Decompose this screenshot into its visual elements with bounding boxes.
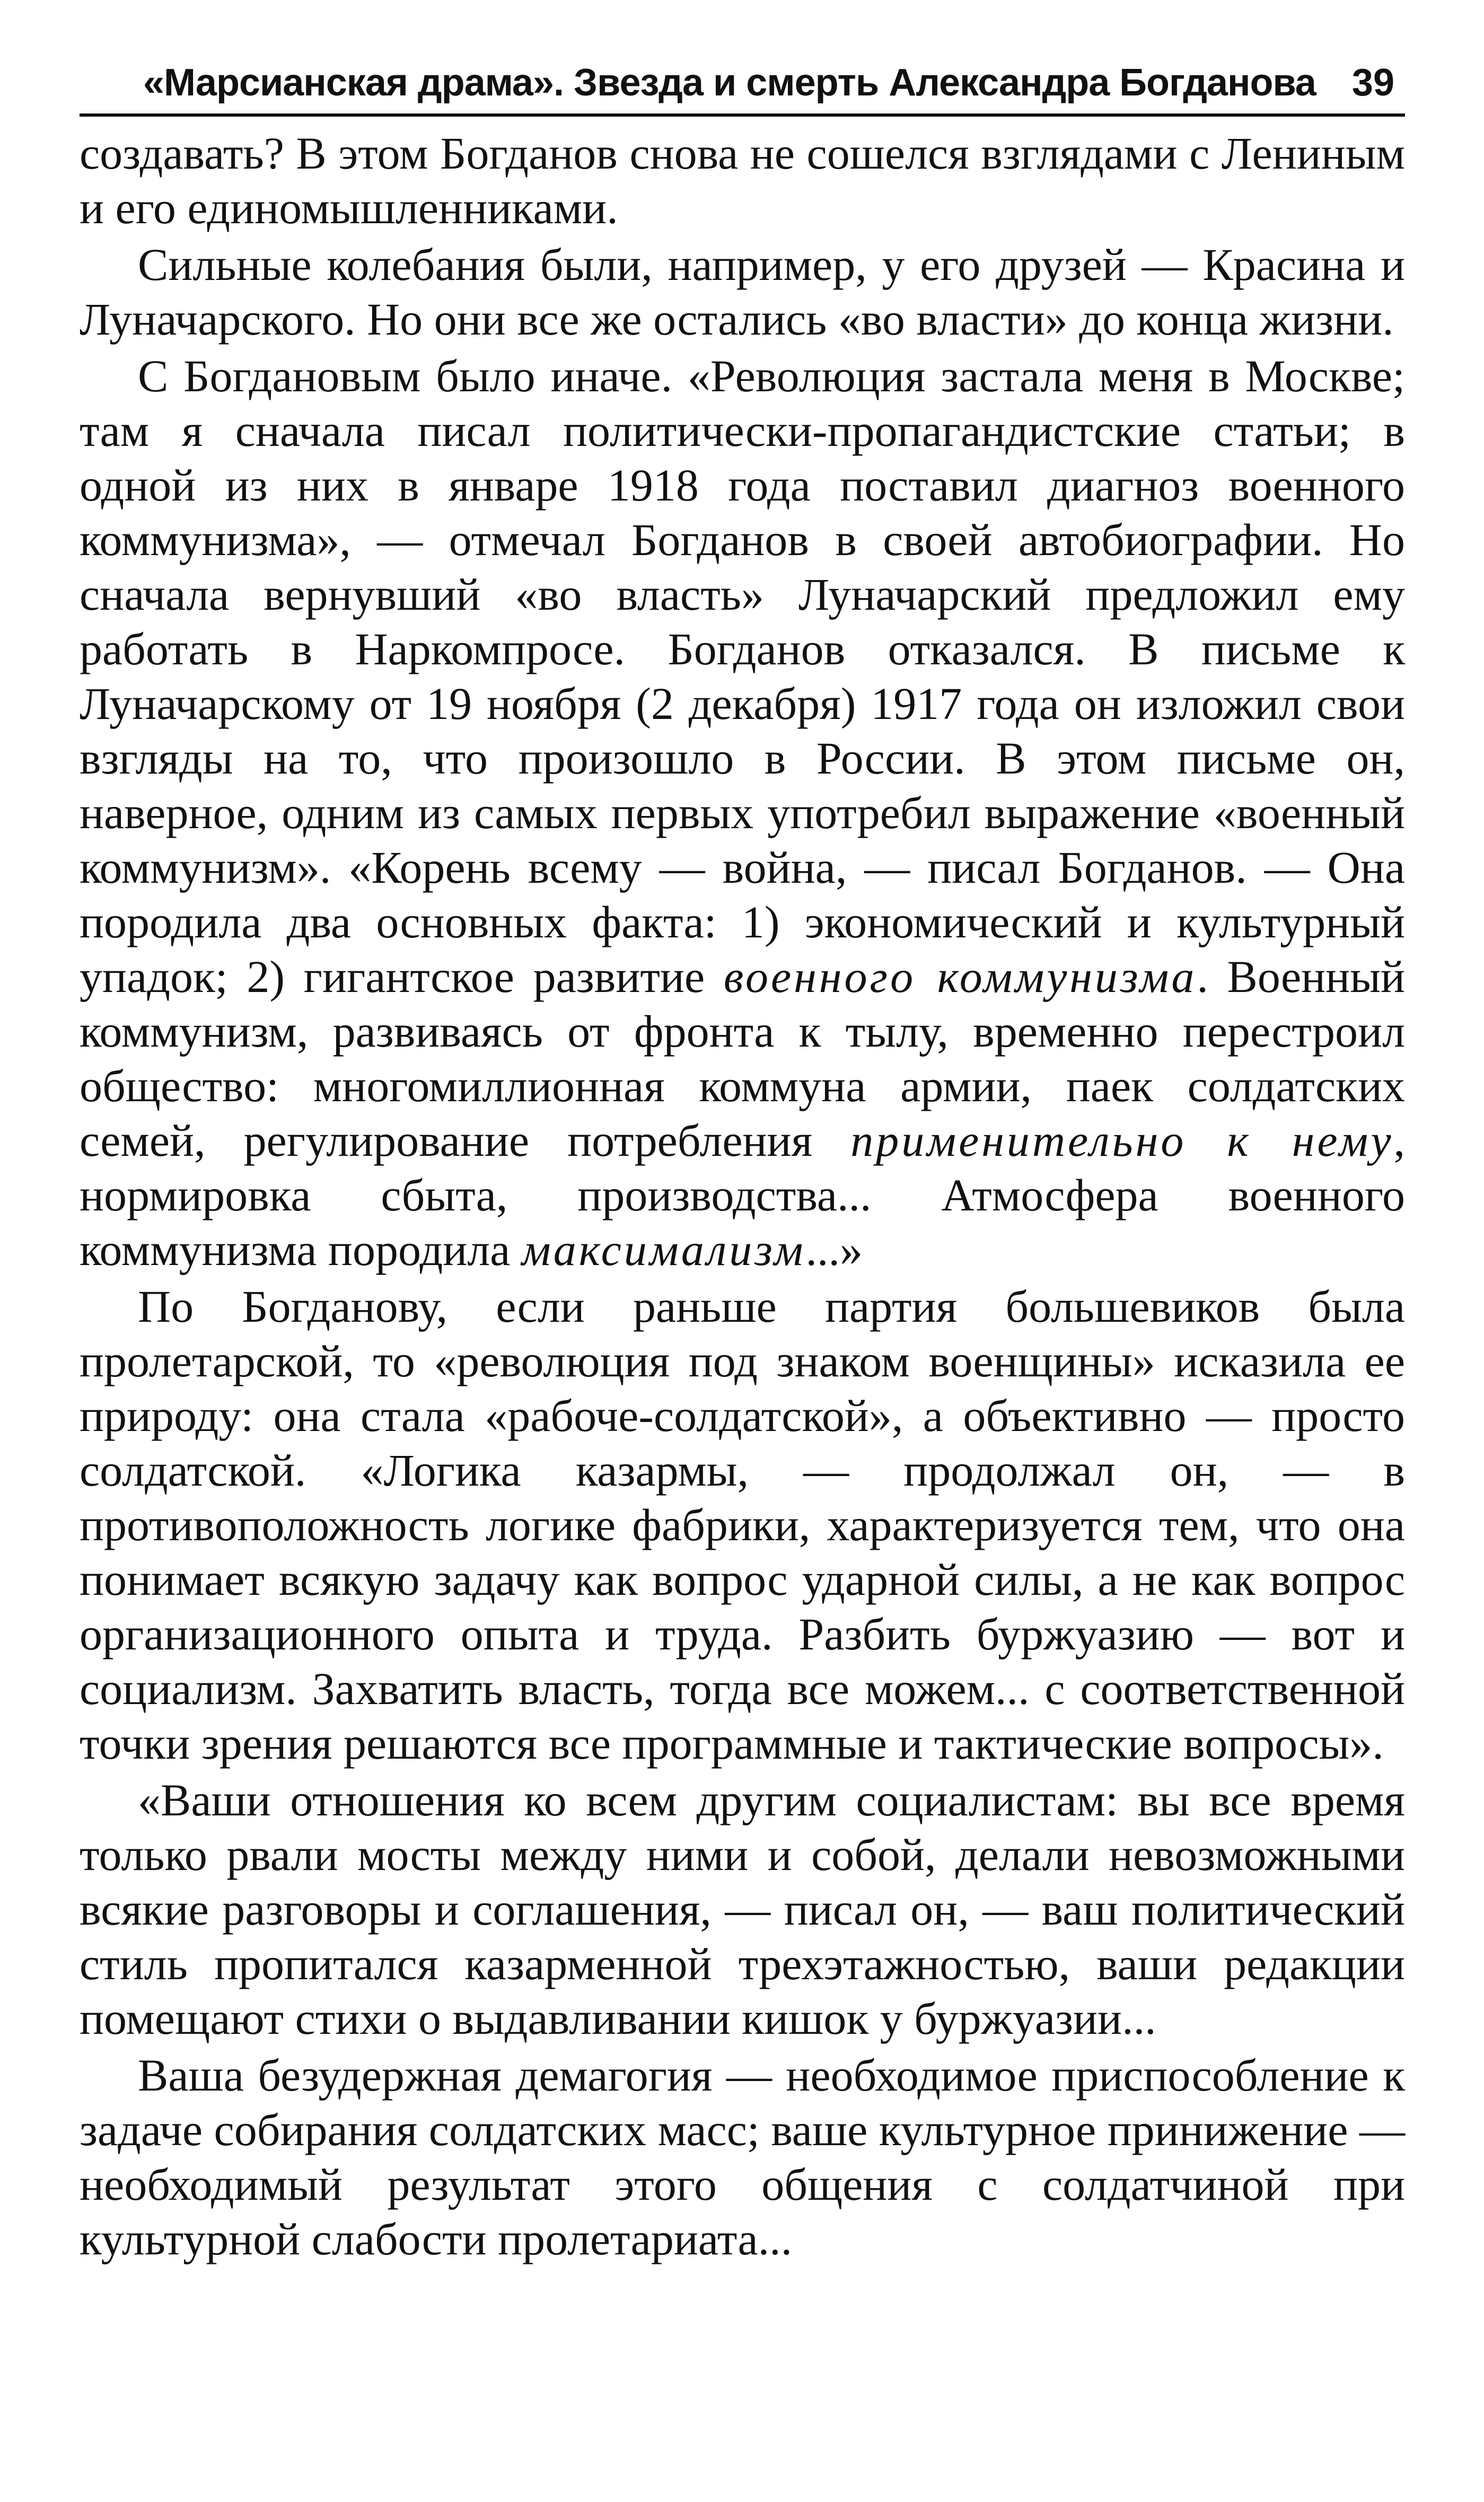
text-run: Ваша безудержная демагогия — необходимое приспособление к задаче собирания солдатских масс; ваше культурное принижение — необходимый результат этого общения с солдатчиной при культурной слабости пролетариата... bbox=[80, 2050, 1405, 2264]
book-page bbox=[80, 64, 1405, 2450]
text-run: С Богдановым было иначе. «Революция застала меня в Москве; там я сначала писал политически-пропагандистские статьи; в одной из них в январе 1918 года поставил диагноз военного коммунизма», — отмечал Богданов в своей автобиографии. Но сначала вернувший «во власть» Луначарский предложил ему работать в Наркомпросе. Богданов отказался. В письме к Луначарскому от 19 ноября (2 декабря) 1917 года он изложил свои взгляды на то, что произошло в России. В этом письме он, наверное, одним из самых первых употребил выражение «военный коммунизм». «Корень всему — война, — писал Богданов. — Она породила два основных факта: 1) экономический и культурный упадок; 2) гигантское развитие bbox=[80, 350, 1405, 1002]
paragraph-3 bbox=[80, 1279, 1405, 1771]
running-title: «Марсианская драма». Звезда и смерть Александра Богданова bbox=[143, 62, 1316, 104]
text-run: ...» bbox=[805, 1224, 863, 1275]
text-run: . Военный коммунизм, развиваясь от фронта к тылу, временно перестроил общество: многомиллионная коммуна армии, паек солдатских семей, регулирование потребления bbox=[80, 951, 1405, 1166]
text-run: «Ваши отношения ко всем другим социалистам: вы все время только рвали мосты между ними и собой, делали невозможными всякие разговоры и соглашения, — писал он, — ваш политический стиль пропитался казарменной трехэтажностью, ваши редакции помещают стихи о выдавливании кишок у буржуазии... bbox=[80, 1775, 1405, 2044]
paragraph-2 bbox=[80, 349, 1405, 1277]
page-number: 39 bbox=[1351, 62, 1394, 104]
text-run: создавать? В этом Богданов снова не сошелся взглядами с Лениным и его единомышленниками. bbox=[80, 128, 1405, 233]
italic-emphasis: военного коммунизма bbox=[723, 951, 1197, 1002]
text-run: , нормировка сбыта, производства... Атмосфера военного коммунизма породила bbox=[80, 1115, 1405, 1275]
text-run: По Богданову, если раньше партия большевиков была пролетарской, то «революция под знаком военщины» исказила ее природу: она стала «рабоче-солдатской», а объективно — просто солдатской. «Логика казармы, — продолжал он, — в противоположность логике фабрики, характеризуется тем, что она понимает всякую задачу как вопрос ударной силы, а не как вопрос организационного опыта и труда. Разбить буржуазию — вот и социализм. Захватить власть, тогда все можем... с соответственной точки зрения решаются все программные и тактические вопросы». bbox=[80, 1281, 1405, 1769]
text-run: Сильные колебания были, например, у его друзей — Красина и Луначарского. Но они все же остались «во власти» до конца жизни. bbox=[80, 239, 1405, 345]
italic-emphasis: максимализм bbox=[521, 1224, 806, 1275]
paragraph-4 bbox=[80, 1773, 1405, 2046]
body-text bbox=[80, 126, 1405, 2267]
paragraph-1 bbox=[80, 238, 1405, 347]
italic-emphasis: применительно к нему bbox=[850, 1115, 1394, 1166]
paragraph-5 bbox=[80, 2048, 1405, 2267]
running-head bbox=[80, 64, 1405, 117]
paragraph-0 bbox=[80, 126, 1405, 235]
